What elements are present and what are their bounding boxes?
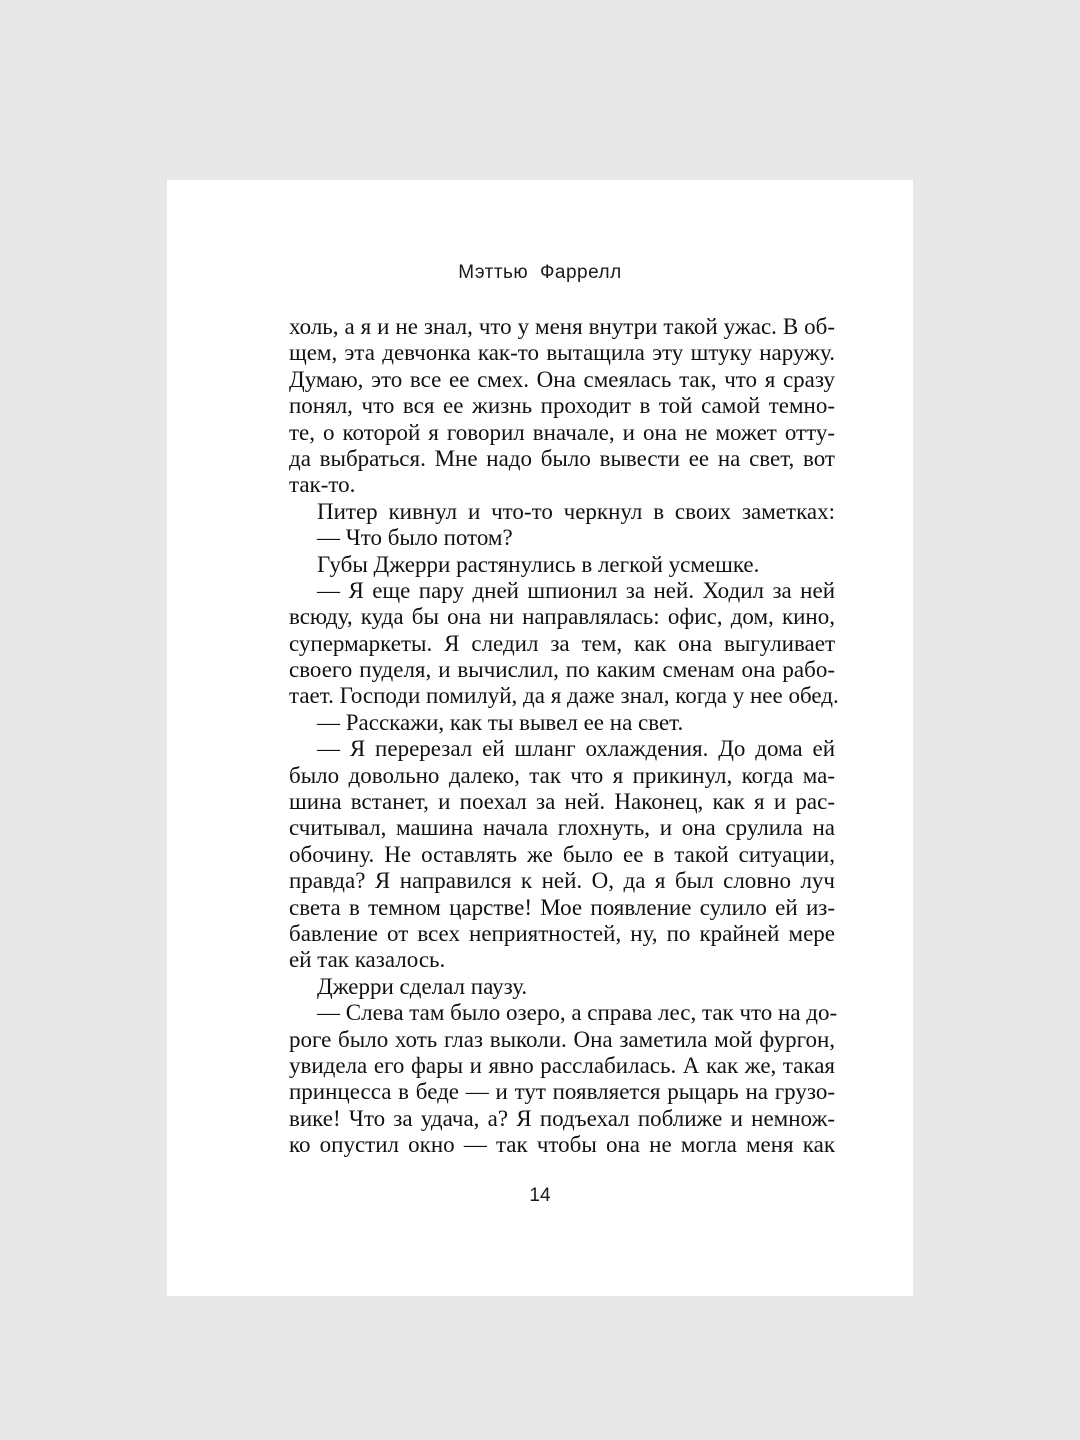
text-line: — Я еще пару дней шпионил за ней. Ходил за ней xyxy=(317,577,835,603)
text-line: Джерри сделал паузу. xyxy=(317,973,528,999)
text-line: да выбраться. Мне надо было вывести ее на свет, вот xyxy=(289,445,835,471)
text-line: бавление от всех неприятностей, ну, по крайней мере xyxy=(289,920,835,946)
text-line: вике! Что за удача, а? Я подъехал поближе и немнож- xyxy=(289,1105,835,1131)
text-line: супермаркеты. Я следил за тем, как она выгуливает xyxy=(289,630,835,656)
text-line: щем, эта девчонка как-то вытащила эту штуку наружу. xyxy=(289,340,835,366)
text-line: считывал, машина начала глохнуть, и она срулила на xyxy=(289,815,835,841)
text-line: было довольно далеко, так что я прикинул, когда ма- xyxy=(289,762,835,788)
text-line: своего пуделя, и вычислил, по каким сменам она рабо- xyxy=(289,657,835,683)
text-line: Губы Джерри растянулись в легкой усмешке. xyxy=(317,551,760,577)
text-line: тает. Господи помилуй, да я даже знал, когда у нее обед. xyxy=(289,683,839,709)
text-line: — Расскажи, как ты вывел ее на свет. xyxy=(317,709,684,735)
running-head-author: Мэттью Фаррелл xyxy=(458,262,622,283)
text-line: те, о которой я говорил вначале, и она не может отту- xyxy=(289,419,835,445)
page-number: 14 xyxy=(529,1185,551,1206)
text-line: света в темном царстве! Мое появление сулило ей из- xyxy=(289,894,835,920)
text-line: ей так казалось. xyxy=(289,947,446,973)
text-line: правда? Я направился к ней. О, да я был словно луч xyxy=(289,868,835,894)
text-line: увидела его фары и явно расслабилась. А как же, такая xyxy=(289,1052,835,1078)
text-line: принцесса в беде — и тут появляется рыцарь на грузо- xyxy=(289,1079,835,1105)
text-line: — Я перерезал ей шланг охлаждения. До дома ей xyxy=(317,736,835,762)
text-line: обочину. Не оставлять же было ее в такой ситуации, xyxy=(289,841,835,867)
text-line: — Что было потом? xyxy=(317,525,513,551)
text-line: шина встанет, и поехал за ней. Наконец, как я и рас- xyxy=(289,789,835,815)
text-line: так-то. xyxy=(289,472,356,498)
text-line: — Слева там было озеро, а справа лес, так что на до- xyxy=(317,1000,838,1026)
book-page xyxy=(167,180,913,1296)
text-line: Думаю, это все ее смех. Она смеялась так, что я сразу xyxy=(289,366,835,392)
text-line: Питер кивнул и что-то черкнул в своих заметках: xyxy=(317,498,835,524)
text-line: понял, что вся ее жизнь проходит в той самой темно- xyxy=(289,393,835,419)
body-text xyxy=(289,314,839,1159)
text-line: холь, а я и не знал, что у меня внутри такой ужас. В об- xyxy=(289,314,835,339)
text-line: всюду, куда бы она ни направлялась: офис, дом, кино, xyxy=(289,604,835,630)
text-line: роге было хоть глаз выколи. Она заметила мой фургон, xyxy=(289,1026,835,1052)
text-line: ко опустил окно — так чтобы она не могла меня как xyxy=(289,1132,835,1158)
